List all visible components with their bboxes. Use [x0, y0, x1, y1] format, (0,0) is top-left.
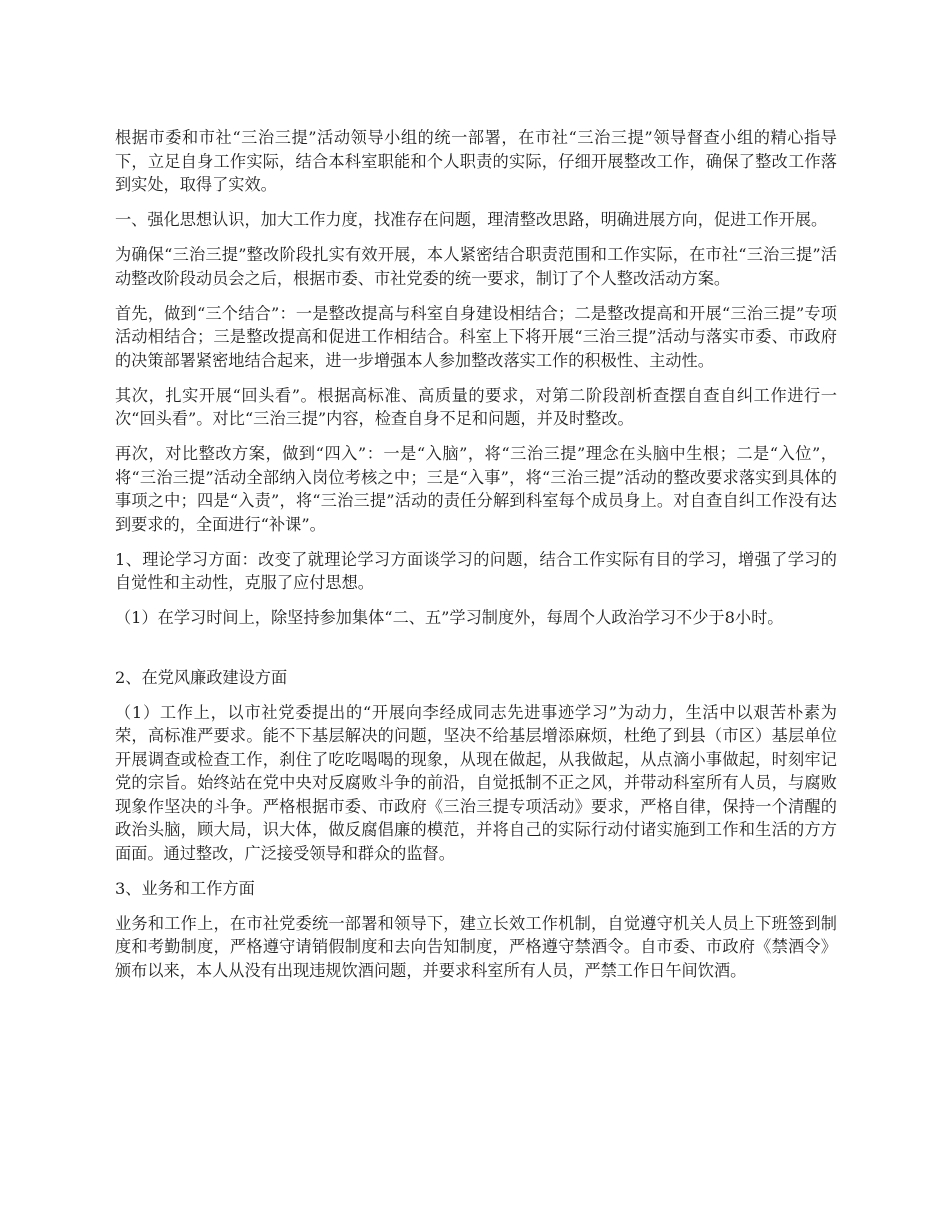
- body-paragraph: 首先，做到“三个结合”：一是整改提高与科室自身建设相结合；二是整改提高和开展“三治三提”专项活动相结合；三是整改提高和促进工作相结合。科室上下将开展“三治三提”活动与落实市委、市政府的决策部署紧密地结合起来，进一步增强本人参加整改落实工作的积极性、主动性。: [115, 303, 837, 370]
- subsection-theory-study: 1、理论学习方面：改变了就理论学习方面谈学习的问题，结合工作实际有目的学习，增强了学习的自觉性和主动性，克服了应付思想。: [115, 549, 837, 592]
- list-item-study-time: （1）在学习时间上，除坚持参加集体“二、五”学习制度外，每周个人政治学习不少于8小时。: [115, 608, 784, 627]
- body-paragraph: 再次，对比整改方案，做到“四入”：一是“入脑”，将“三治三提”理念在头脑中生根；二是“入位”，将“三治三提”活动全部纳入岗位考核之中；三是“入事”，将“三治三提”活动的整改要求落实到具体的事项之中；四是“入责”，将“三治三提”活动的责任分解到科室每个成员身上。对自查自纠工作没有达到要求的，全面进行“补课”。: [115, 444, 837, 534]
- subsection-heading-2: 2、在党风廉政建设方面: [115, 667, 288, 687]
- intro-paragraph: 根据市委和市社“三治三提”活动领导小组的统一部署，在市社“三治三提”领导督查小组的精心指导下，立足自身工作实际，结合本科室职能和个人职责的实际，仔细开展整改工作，确保了整改工作落到实处，取得了实效。: [115, 128, 837, 194]
- body-paragraph: 其次，扎实开展“回头看”。根据高标准、高质量的要求，对第二阶段剖析查摆自查自纠工作进行一次“回头看”。对比“三治三提”内容，检查自身不足和问题，并及时整改。: [115, 385, 837, 428]
- body-paragraph: （1）工作上，以市社党委提出的“开展向李经成同志先进事迹学习”为动力，生活中以艰苦朴素为荣，高标准严要求。能不下基层解决的问题，坚决不给基层增添麻烦，杜绝了到县（市区）基层单位开展调查或检查工作，刹住了吃吃喝喝的现象，从现在做起，从我做起，从点滴小事做起，时刻牢记党的宗旨。始终站在党中央对反腐败斗争的前沿，自觉抵制不正之风，并带动科室所有人员，与腐败现象作坚决的斗争。严格根据市委、市政府《三治三提专项活动》要求，严格自律，保持一个清醒的政治头脑，顾大局，识大体，做反腐倡廉的模范，并将自己的实际行动付诸实施到工作和生活的方方面面。通过整改，广泛接受领导和群众的监督。: [115, 702, 837, 863]
- section-heading-1: 一、强化思想认识，加大工作力度，找准存在问题，理清整改思路，明确进展方向，促进工作开展。: [115, 210, 828, 229]
- subsection-heading-3: 3、业务和工作方面: [115, 878, 255, 898]
- document-body: [115, 126, 837, 994]
- body-paragraph: 业务和工作上，在市社党委统一部署和领导下，建立长效工作机制，自觉遵守机关人员上下班签到制度和考勤制度，严格遵守请销假制度和去向告知制度，严格遵守禁酒令。自市委、市政府《禁酒令》颁布以来，本人从没有出现违规饮酒问题，并要求科室所有人员，严禁工作日午间饮酒。: [115, 913, 837, 980]
- body-paragraph: 为确保“三治三提”整改阶段扎实有效开展，本人紧密结合职责范围和工作实际，在市社“三治三提”活动整改阶段动员会之后，根据市委、市社党委的统一要求，制订了个人整改活动方案。: [115, 245, 837, 288]
